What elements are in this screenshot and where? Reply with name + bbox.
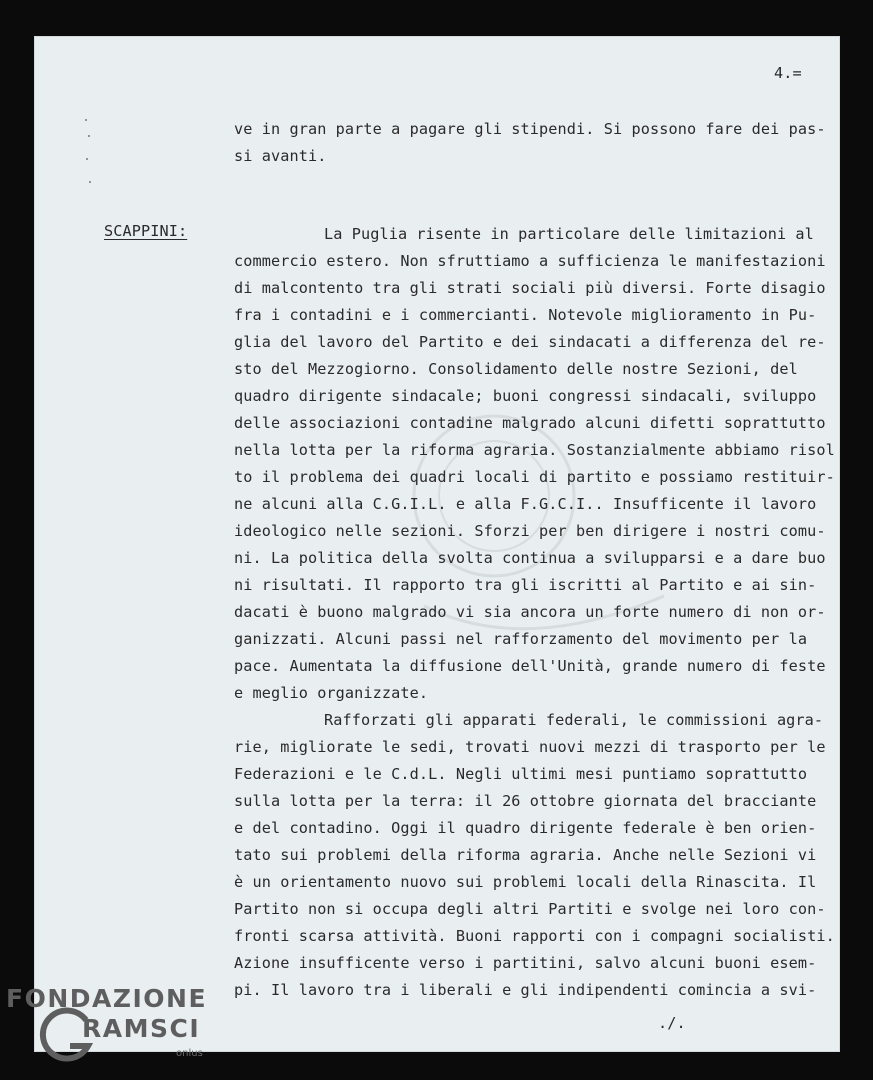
text-line: pace. Aumentata la diffusione dell'Unità, grande numero di feste [234, 657, 826, 675]
text-line: to il problema dei quadri locali di partito e possiamo restituir- [234, 468, 835, 486]
text-line: tato sui problemi della riforma agraria. Anche nelle Sezioni vi [234, 846, 817, 864]
text-line: Rafforzati gli apparati federali, le commissioni agra- [324, 711, 824, 729]
text-line: si avanti. [234, 147, 327, 165]
text-line: commercio estero. Non sfruttiamo a sufficienza le manifestazioni [234, 252, 826, 270]
text-line: delle associazioni contadine malgrado alcuni difetti soprattutto [234, 414, 826, 432]
text-line: ni. La politica della svolta continua a svilupparsi e a dare buo [234, 549, 826, 567]
speaker-name: SCAPPINI: [104, 222, 188, 240]
logo-line-1: FONDAZIONE [6, 984, 208, 1013]
text-line: rie, migliorate le sedi, trovati nuovi mezzi di trasporto per le [234, 738, 826, 756]
text-line: dacati è buono malgrado vi sia ancora un forte numero di non or- [234, 603, 826, 621]
text-line: è un orientamento nuovo sui problemi locali della Rinascita. Il [234, 873, 817, 891]
text-line: La Puglia risente in particolare delle limitazioni al [324, 225, 814, 243]
logo-line-2: RAMSCI [82, 1014, 201, 1043]
text-line: di malcontento tra gli strati sociali più diversi. Forte disagio [234, 279, 826, 297]
fondazione-gramsci-logo [6, 984, 216, 1074]
margin-marks [82, 114, 94, 194]
text-line: sto del Mezzogiorno. Consolidamento delle nostre Sezioni, del [234, 360, 798, 378]
text-line: Federazioni e le C.d.L. Negli ultimi mesi puntiamo soprattutto [234, 765, 808, 783]
text-line: ganizzati. Alcuni passi nel rafforzamento del movimento per la [234, 630, 808, 648]
document-page [34, 36, 840, 1052]
page-number: 4.= [774, 64, 802, 82]
text-line: ne alcuni alla C.G.I.L. e alla F.G.C.I.. Insufficente il lavoro [234, 495, 817, 513]
text-line: sulla lotta per la terra: il 26 ottobre giornata del bracciante [234, 792, 817, 810]
logo-line-3: onlus [176, 1048, 203, 1059]
text-line: fronti scarsa attività. Buoni rapporti con i compagni socialisti. [234, 927, 835, 945]
text-line: Azione insufficente verso i partitini, salvo alcuni buoni esem- [234, 954, 817, 972]
text-line: e del contadino. Oggi il quadro dirigente federale è ben orien- [234, 819, 817, 837]
text-line: nella lotta per la riforma agraria. Sostanzialmente abbiamo risol [234, 441, 835, 459]
continuation-mark: ./. [658, 1014, 686, 1032]
text-line: ideologico nelle sezioni. Sforzi per ben dirigere i nostri comu- [234, 522, 826, 540]
text-line: pi. Il lavoro tra i liberali e gli indipendenti comincia a svi- [234, 981, 817, 999]
text-line: e meglio organizzate. [234, 684, 429, 702]
text-line: Partito non si occupa degli altri Partiti e svolge nei loro con- [234, 900, 826, 918]
text-line: fra i contadini e i commercianti. Notevole miglioramento in Pu- [234, 306, 817, 324]
text-line: quadro dirigente sindacale; buoni congressi sindacali, sviluppo [234, 387, 817, 405]
text-line: ve in gran parte a pagare gli stipendi. Si possono fare dei pas- [234, 120, 826, 138]
text-line: ni risultati. Il rapporto tra gli iscritti al Partito e ai sin- [234, 576, 817, 594]
text-line: glia del lavoro del Partito e dei sindacati a differenza del re- [234, 333, 826, 351]
